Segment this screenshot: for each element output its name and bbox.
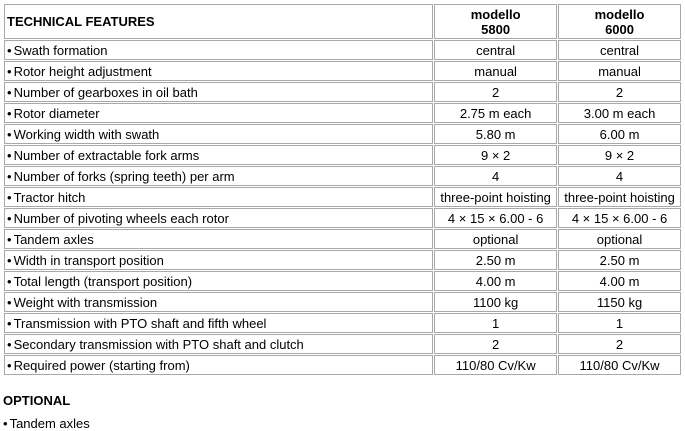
model-5800-value: 5.80 m [434,124,557,144]
model-6000-value: optional [558,229,681,249]
bullet-icon: • [7,105,12,121]
feature-cell [4,292,433,312]
model-5800-value: manual [434,61,557,81]
model-6000-value: 4.00 m [558,271,681,291]
feature-cell [4,40,433,60]
bullet-icon: • [7,336,12,352]
bullet-icon: • [7,63,12,79]
feature-label: Rotor diameter [13,105,100,121]
bullet-icon: • [7,252,12,268]
table-row [4,250,681,270]
model-6000-value: 6.00 m [558,124,681,144]
table-row [4,61,681,81]
model-5800-header-line2: 5800 [481,21,511,37]
model-5800-value: 4.00 m [434,271,557,291]
feature-label: Rotor height adjustment [13,63,152,79]
table-row [4,40,681,60]
model-5800-value: three-point hoisting [434,187,557,207]
model-6000-header-line1: modello [594,6,645,22]
table-row [4,229,681,249]
model-5800-value: 9 × 2 [434,145,557,165]
table-row [4,82,681,102]
feature-cell [4,145,433,165]
bullet-icon: • [7,210,12,226]
feature-cell [4,82,433,102]
model-5800-value: 4 [434,166,557,186]
model-5800-value: 2 [434,82,557,102]
bullet-icon: • [7,147,12,163]
model-5800-value: central [434,40,557,60]
model-6000-value: three-point hoisting [558,187,681,207]
model-6000-value: 2.50 m [558,250,681,270]
model-5800-value: 4 × 15 × 6.00 - 6 [434,208,557,228]
optional-list-item [3,416,90,431]
feature-label: Working width with swath [13,126,160,142]
feature-cell [4,124,433,144]
bullet-icon: • [7,42,12,58]
model-6000-value: 4 [558,166,681,186]
bullet-icon: • [7,189,12,205]
model-5800-header-line1: modello [470,6,521,22]
model-5800-value: 2.50 m [434,250,557,270]
table-row [4,187,681,207]
model-6000-value: 110/80 Cv/Kw [558,355,681,375]
feature-label: Number of extractable fork arms [13,147,200,163]
bullet-icon: • [7,357,12,373]
feature-cell [4,250,433,270]
feature-label: Tractor hitch [13,189,86,205]
model-6000-value: 4 × 15 × 6.00 - 6 [558,208,681,228]
feature-cell [4,334,433,354]
feature-cell [4,61,433,81]
bullet-icon: • [7,84,12,100]
model-6000-value: 2 [558,82,681,102]
feature-cell [4,208,433,228]
model-5800-value: optional [434,229,557,249]
technical-features-table [3,3,682,376]
feature-label: Swath formation [13,42,108,58]
model-6000-value: central [558,40,681,60]
model-6000-header-line2: 6000 [605,21,634,37]
feature-cell [4,187,433,207]
optional-item-label: Tandem axles [9,416,90,431]
table-row [4,208,681,228]
table-row [4,292,681,312]
model-5800-value: 1100 kg [434,292,557,312]
model-6000-value: 1150 kg [558,292,681,312]
bullet-icon: • [7,273,12,289]
table-header-row [4,4,681,39]
bullet-icon: • [7,168,12,184]
feature-label: Required power (starting from) [13,357,190,373]
table-row [4,334,681,354]
bullet-icon: • [3,416,8,431]
feature-cell [4,229,433,249]
feature-label: Tandem axles [13,231,94,247]
features-column-header: TECHNICAL FEATURES [4,4,433,39]
model-6000-header [558,4,681,39]
feature-cell [4,271,433,291]
model-6000-value: 2 [558,334,681,354]
feature-cell [4,166,433,186]
feature-cell [4,313,433,333]
bullet-icon: • [7,126,12,142]
model-6000-value: manual [558,61,681,81]
model-5800-value: 1 [434,313,557,333]
feature-label: Number of pivoting wheels each rotor [13,210,229,226]
feature-label: Transmission with PTO shaft and fifth wheel [13,315,267,331]
model-5800-header [434,4,557,39]
table-body [4,40,681,375]
model-6000-value: 9 × 2 [558,145,681,165]
feature-label: Total length (transport position) [13,273,193,289]
feature-label: Number of gearboxes in oil bath [13,84,198,100]
model-6000-value: 1 [558,313,681,333]
optional-section-title: OPTIONAL [3,393,71,408]
feature-label: Number of forks (spring teeth) per arm [13,168,235,184]
feature-label: Width in transport position [13,252,164,268]
feature-cell [4,355,433,375]
table-row [4,103,681,123]
model-5800-value: 2.75 m each [434,103,557,123]
feature-cell [4,103,433,123]
table-row [4,124,681,144]
bullet-icon: • [7,294,12,310]
feature-label: Secondary transmission with PTO shaft and clutch [13,336,304,352]
model-5800-value: 110/80 Cv/Kw [434,355,557,375]
model-5800-value: 2 [434,334,557,354]
bullet-icon: • [7,315,12,331]
table-row [4,145,681,165]
feature-label: Weight with transmission [13,294,158,310]
table-row [4,313,681,333]
bullet-icon: • [7,231,12,247]
table-row [4,271,681,291]
model-6000-value: 3.00 m each [558,103,681,123]
table-row [4,166,681,186]
table-row [4,355,681,375]
